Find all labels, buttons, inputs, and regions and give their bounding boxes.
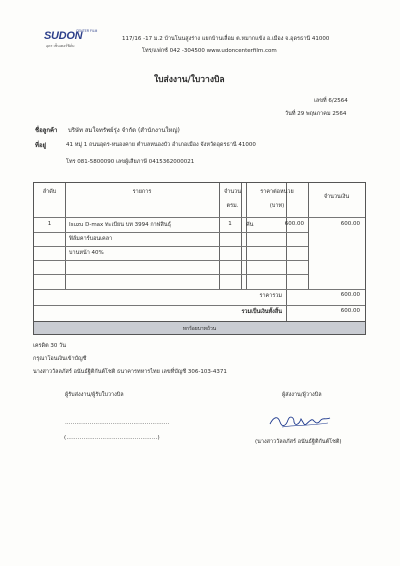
customer-name: บริษัท สมใจทรัพย์รุ่ง จำกัด (สำนักงานใหญ่)	[68, 127, 180, 134]
company-address: 117/16 -17 ม.2 บ้านโนนสูงร่าง แยกบ้านเลื่อม ต.หมากแข้ง อ.เมือง จ.อุดรธานี 41000	[122, 36, 330, 42]
logo-sub-text: CENTER FILM	[76, 29, 98, 33]
header-no: ลำดับ	[42, 189, 57, 195]
header-unit-price-line1: ราคาต่อหน่วย	[260, 189, 294, 195]
receiver-label: ผู้รับส่งงาน/ผู้รับใบวางบิล	[65, 392, 124, 398]
logo-tagline: อุดร เซ็นเตอร์ฟิล์ม	[46, 44, 75, 48]
subtotal-label: ราคารวม	[259, 293, 282, 299]
customer-name-label: ชื่อลูกค้า	[35, 127, 58, 134]
document-title: ใบส่งงาน/ใบวางบิล	[154, 75, 225, 85]
receiver-signature-line: ……………………………………………….	[65, 420, 170, 426]
document-date: วันที่ 29 พฤษภาคม 2564	[285, 111, 347, 117]
row-2-item: ฟิล์มคาร์บอนเคลา	[69, 236, 113, 242]
receiver-name-line: (…………………………………………)	[64, 435, 160, 441]
customer-address: 41 หมู่ 1 ถนนอุดร-หนองคาย ตำบลหนองบัว อำเภอเมือง จังหวัดอุดรธานี 41000	[66, 142, 256, 148]
grand-total-value: 600.00	[340, 308, 360, 314]
header-unit-price-line2: (บาท)	[269, 203, 285, 209]
row-1-unit: คัน	[246, 222, 254, 228]
logo-brand-text: SUDON	[44, 30, 83, 42]
items-table	[33, 182, 366, 335]
sender-signature	[268, 412, 332, 430]
bank-account: นางสาววัลลภัสร์ อนันธ์ฐิติกันต์โชติ ธนาคารทหารไทย เลขที่บัญชี 306-103-4371	[33, 369, 227, 375]
subtotal-value: 600.00	[340, 292, 360, 298]
company-logo	[44, 29, 98, 52]
row-1-item: Isuzu D-max ทะเบียน บท 3994 กาฬสินธุ์	[69, 222, 171, 228]
row-1-no: 1	[47, 221, 52, 227]
document-number: เลขที่ 6/2564	[314, 98, 348, 104]
row-1-unit-price: 600.00	[284, 221, 304, 227]
sender-name: (นางสาววัลลภัสร์ อนันธ์ฐิติกันต์โชติ)	[255, 439, 342, 445]
header-amount: จำนวนเงิน	[323, 194, 350, 200]
row-1-amount: 600.00	[340, 221, 360, 227]
row-1-qty: 1	[228, 221, 232, 227]
customer-phone-tax: โทร 081-5800090 เลขผู้เสียภาษี 0415362000021	[66, 159, 195, 165]
customer-address-label: ที่อยู่	[35, 142, 47, 149]
amount-in-words-bar	[33, 321, 366, 335]
transfer-note: กรุณาโอนเงินเข้าบัญชี	[33, 356, 87, 362]
amount-in-words: หกร้อยบาทถ้วน	[182, 326, 217, 332]
credit-terms: เครดิต 30 วัน	[33, 343, 66, 349]
sender-label: ผู้ส่งงาน/ผู้วางบิล	[282, 392, 322, 398]
header-qty-line2: ตรม.	[226, 203, 239, 209]
company-contact: โทร/แฟกซ์ 042 -304500 www.udoncenterfilm.com	[142, 48, 277, 54]
header-item: รายการ	[132, 189, 152, 195]
grand-total-label: รวมเป็นเงินทั้งสิ้น	[241, 309, 282, 315]
row-3-item: บานหน้า 40%	[69, 250, 104, 256]
header-qty-line1: จำนวน	[224, 189, 241, 195]
